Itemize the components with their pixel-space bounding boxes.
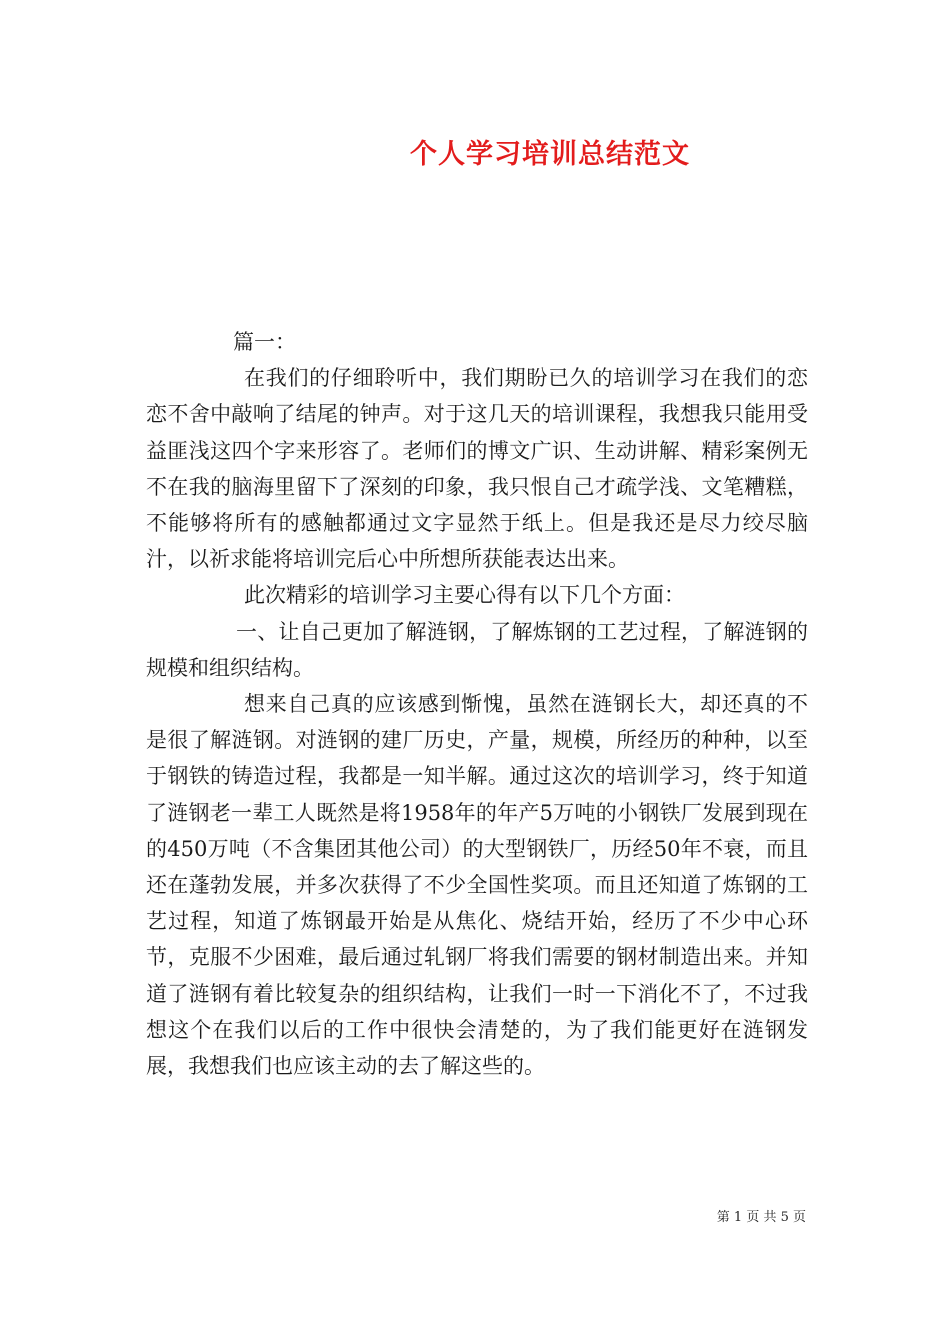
paragraph-4: 想来自己真的应该感到惭愧，虽然在涟钢长大，却还真的不是很了解涟钢。对涟钢的建厂历史，产量，规模，所经历的种种，以至于钢铁的铸造过程，我都是一知半解。通过这次的培训学习，终于知道了涟钢老一辈工人既然是将1958年的年产5万吨的小钢铁厂发展到现在的450万吨（不含集团其他公司）的大型钢铁厂，历经50年不衰，而且还在蓬勃发展，并多次获得了不少全国性奖项。而且还知道了炼钢的工艺过程，知道了炼钢最开始是从焦化、烧结开始，经历了不少中心环节，克服不少困难，最后通过轧钢厂将我们需要的钢材制造出来。并知道了涟钢有着比较复杂的组织结构，让我们一时一下消化不了，不过我想这个在我们以后的工作中很快会清楚的，为了我们能更好在涟钢发展，我想我们也应该主动的去了解这些的。 — [146, 692, 808, 1079]
page-number: 第 1 页 共 5 页 — [716, 1210, 806, 1225]
paragraph-3: 一、让自己更加了解涟钢，了解炼钢的工艺过程，了解涟钢的规模和组织结构。 — [146, 619, 808, 680]
paragraph-2: 此次精彩的培训学习主要心得有以下几个方面： — [244, 583, 685, 608]
document-body — [146, 324, 808, 1084]
document-title: 个人学习培训总结范文 — [410, 139, 690, 170]
paragraph-1: 在我们的仔细聆听中，我们期盼已久的培训学习在我们的恋恋不舍中敲响了结尾的钟声。对于这几天的培训课程，我想我只能用受益匪浅这四个字来形容了。老师们的博文广识、生动讲解、精彩案例无不在我的脑海里留下了深刻的印象，我只恨自己才疏学浅、文笔糟糕，不能够将所有的感触都通过文字显然于纸上。但是我还是尽力绞尽脑汁，以祈求能将培训完后心中所想所获能表达出来。 — [146, 366, 808, 572]
section-heading: 篇一： — [233, 330, 296, 354]
